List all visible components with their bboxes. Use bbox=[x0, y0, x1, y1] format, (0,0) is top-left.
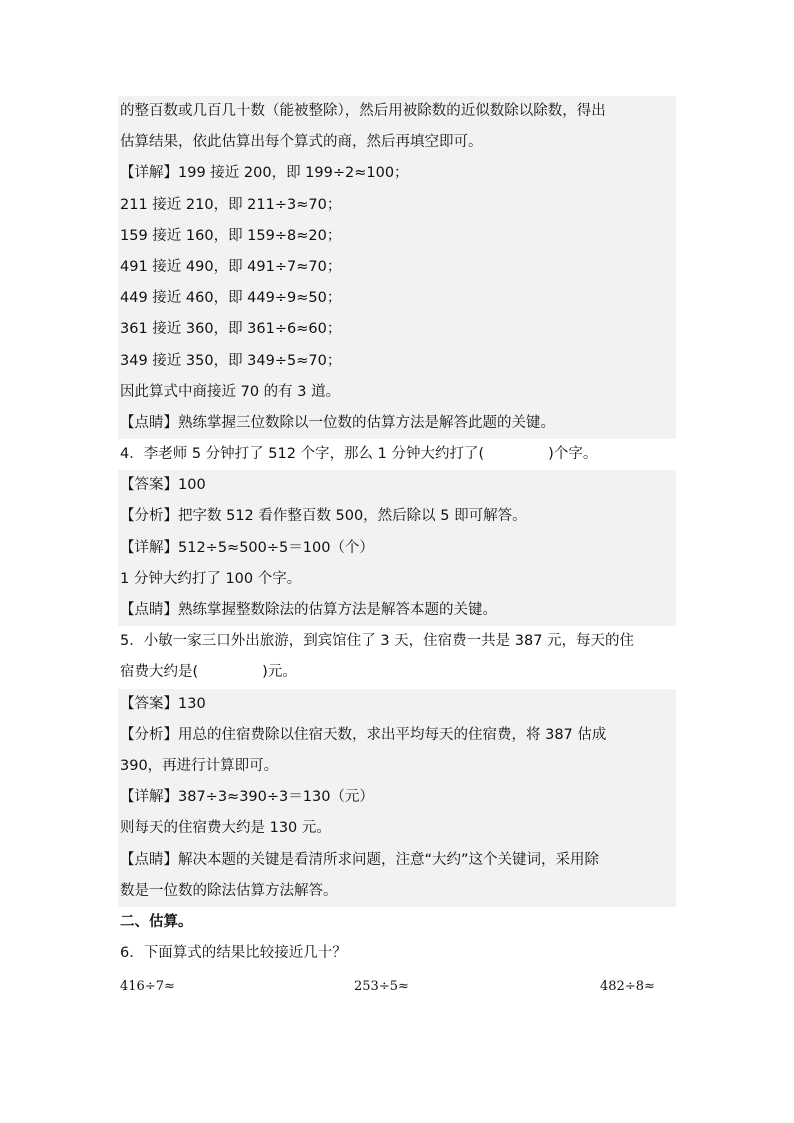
solution-line: 159 接近 160，即 159÷8≈20； bbox=[120, 227, 342, 244]
solution-line: 211 接近 210，即 211÷3≈70； bbox=[120, 196, 342, 213]
solution-line: 【点睛】熟练掌握整数除法的估算方法是解答本题的关键。 bbox=[120, 602, 497, 618]
solution-line: 则每天的住宿费大约是 130 元。 bbox=[120, 820, 331, 837]
solution-line: 361 接近 360，即 361÷6≈60； bbox=[120, 321, 342, 338]
solution-line: 【分析】把字数 512 看作整百数 500，然后除以 5 即可解答。 bbox=[120, 508, 527, 525]
estimation-expression: 482÷8≈ bbox=[600, 979, 655, 995]
solution-line: 【详解】512÷5≈500÷5＝100（个） bbox=[120, 539, 374, 556]
question-4 bbox=[118, 439, 676, 470]
solution-line: 【点睛】熟练掌握三位数除以一位数的估算方法是解答此题的关键。 bbox=[120, 414, 555, 431]
estimation-expression: 416÷7≈ bbox=[120, 979, 175, 995]
solution-block-q3 bbox=[118, 96, 676, 439]
solution-line: 估算结果，依此估算出每个算式的商，然后再填空即可。 bbox=[120, 134, 483, 151]
question-5-text: 宿费大约是( bbox=[120, 664, 199, 681]
question-4-tail: )个字。 bbox=[548, 446, 598, 463]
solution-line: 【详解】387÷3≈390÷3＝130（元） bbox=[120, 789, 374, 806]
solution-line: 449 接近 460，即 449÷9≈50； bbox=[120, 290, 342, 307]
question-5-tail: )元。 bbox=[262, 664, 297, 681]
question-6: 6．下面算式的结果比较接近几十？ bbox=[120, 945, 347, 962]
solution-line: 【分析】用总的住宿费除以住宿天数，求出平均每天的住宿费，将 387 估成 bbox=[120, 726, 607, 743]
solution-line: 数是一位数的除法估算方法解答。 bbox=[120, 882, 338, 899]
solution-line: 【详解】199 接近 200，即 199÷2≈100； bbox=[120, 165, 409, 182]
question-4-text: 4．李老师 5 分钟打了 512 个字，那么 1 分钟大约打了( bbox=[120, 446, 485, 463]
solution-block-q4 bbox=[118, 470, 676, 626]
solution-line: 1 分钟大约打了 100 个字。 bbox=[120, 570, 302, 587]
solution-line: 491 接近 490，即 491÷7≈70； bbox=[120, 258, 342, 275]
solution-line: 【答案】100 bbox=[120, 477, 206, 494]
estimation-row bbox=[118, 971, 676, 1002]
solution-line: 【答案】130 bbox=[120, 695, 206, 712]
document-page bbox=[118, 96, 676, 1002]
solution-line: 的整百数或几百几十数（能被整除），然后用被除数的近似数除以除数，得出 bbox=[120, 103, 606, 119]
solution-block-q5 bbox=[118, 689, 676, 907]
solution-line: 390，再进行计算即可。 bbox=[120, 757, 279, 774]
question-5-line1: 5．小敏一家三口外出旅游，到宾馆住了 3 天，住宿费一共是 387 元，每天的住 bbox=[120, 633, 635, 650]
solution-line: 【点睛】解决本题的关键是看清所求问题，注意“大约”这个关键词，采用除 bbox=[120, 851, 600, 868]
solution-line: 因此算式中商接近 70 的有 3 道。 bbox=[120, 383, 341, 400]
section-title: 二、估算。 bbox=[120, 913, 193, 930]
estimation-expression: 253÷5≈ bbox=[354, 979, 409, 995]
solution-line: 349 接近 350，即 349÷5≈70； bbox=[120, 352, 342, 369]
question-5-line2 bbox=[118, 657, 676, 688]
